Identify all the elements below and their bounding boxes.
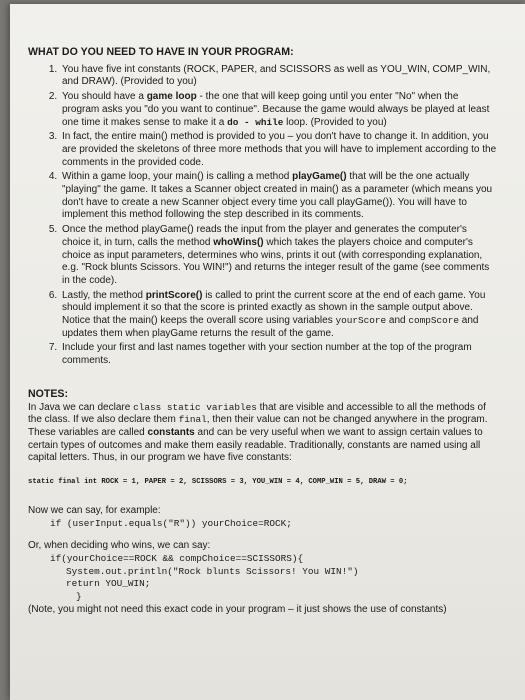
example-intro-2: Or, when deciding who wins, we can say: [28, 540, 211, 552]
page-title: WHAT DO YOU NEED TO HAVE IN YOUR PROGRAM: [28, 46, 294, 58]
bold-term: game loop [146, 91, 197, 103]
paper-sheet [10, 4, 525, 700]
notes-paragraph: In Java we can declare class static variables that are visible and accessible to all the methods of the class. If we also declare them final, then their value can not be changed anywhere in the program. These variables are called constants and can be very useful when we want to assign certain values to certain types of outcomes and make them easily readable. Traditionally, constants are named using all capital letters. Thus, in our program we have five constants: [28, 401, 488, 464]
bold-term: whoWins() [213, 236, 264, 248]
code-line: if(yourChoice==ROCK && compChoice==SCISSORS){ [50, 552, 304, 564]
code-term: do - while [227, 116, 284, 128]
code-line: System.out.println("Rock blunts Scissors! You WIN!") [66, 565, 359, 577]
requirements-list [28, 64, 498, 368]
code-example-if: if (userInput.equals("R")) yourChoice=ROCK; [50, 517, 292, 529]
list-item: 6. Lastly, the method printScore() is called to print the current score at the end of each game. You should implement it so that the score is printed exactly as shown in the sample output above. Notice that the main() keeps the overall score using variables yourScore and compScore and updates them when playGame returns the result of the game. [60, 290, 498, 341]
list-item: 7. Include your first and last names together with your section number at the top of the program comments. [60, 342, 498, 367]
bold-term: constants [147, 426, 195, 438]
list-item: 2. You should have a game loop - the one that will keep going until you enter "No" when the program asks you "do you want to continue". Because the game would always be played at least one time it makes sense to make it a do - while loop. (Provided to you) [60, 91, 498, 129]
code-line: } [76, 591, 82, 603]
document-content [28, 46, 498, 616]
bold-term: playGame() [292, 171, 347, 183]
list-item: 5. Once the method playGame() reads the input from the player and generates the computer's choice it, in turn, calls the method whoWins() which takes the players choice and computer's choice as input parameters, determines who wins, prints it out (with corresponding explanation, e.g. "Rock blunts Scissors. You WIN!") and returns the integer result of the game (see comments in the code). [60, 224, 498, 288]
code-term: final [178, 414, 207, 426]
bold-term: printScore() [145, 289, 203, 301]
example-intro: Now we can say, for example: [28, 504, 161, 516]
closing-note: (Note, you might not need this exact code in your program – it just shows the use of constants) [28, 603, 447, 615]
code-line: return YOU_WIN; [66, 578, 151, 590]
list-item: 4. Within a game loop, your main() is calling a method playGame() that will be the one actually "playing" the game. It takes a Scanner object created in main() as a parameter (which means you don't have to create a new Scanner object every time you call playGame()). You will have to implement this method following the step described in its comments. [60, 171, 498, 222]
constants-code: static final int ROCK = 1, PAPER = 2, SCISSORS = 3, YOU_WIN = 4, COMP_WIN = 5, DRAW = 0; [28, 478, 408, 487]
list-item: 3. In fact, the entire main() method is provided to you – you don't have to change it. In addition, you are provided the skeletons of three more methods that you will have to implement according to the comments in the provided code. [60, 131, 498, 169]
code-term: class static variables [133, 401, 257, 413]
list-item: 1. You have five int constants (ROCK, PAPER, and SCISSORS as well as YOU_WIN, COMP_WIN, and DRAW). (Provided to you) [60, 64, 498, 89]
code-term: compScore [408, 315, 459, 327]
code-term: yourScore [335, 315, 387, 327]
notes-heading: NOTES: [28, 387, 69, 400]
